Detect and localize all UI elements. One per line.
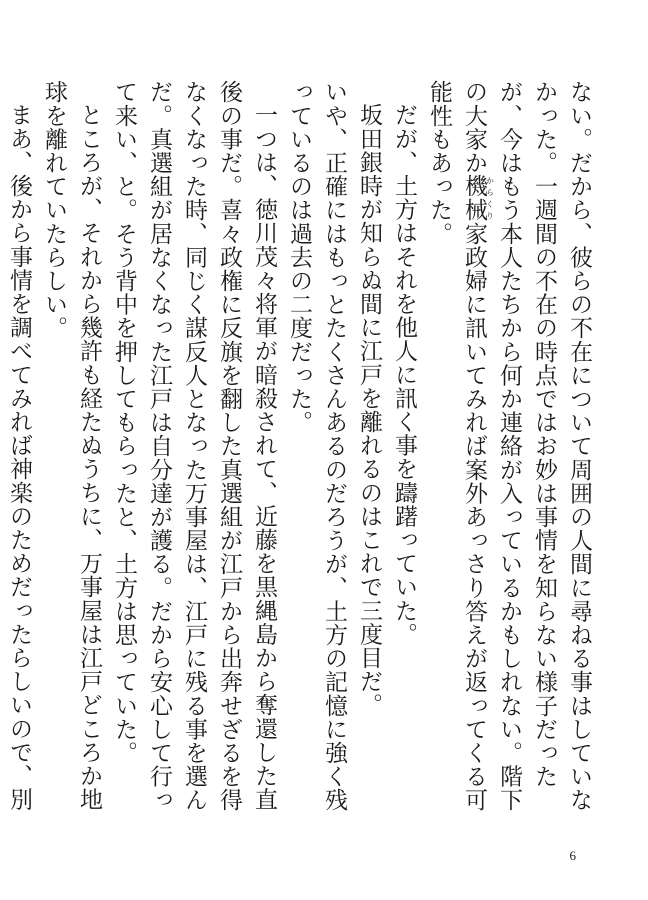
paragraph-3 [281, 80, 351, 812]
paragraph-1-text: ない。だから、彼らの不在について周囲の人間に尋ねる事はしていなかった。一週間の不在の時点ではお妙は事情を知らない様子だったが、今はもう本人たちから何か連絡が入っているかもしれない。階下の大家か [461, 80, 592, 812]
ruby-word [461, 174, 495, 222]
paragraph-3-text: いや、正確にはもっとたくさんあるのだろうが、土方の記憶に強く残っているのは過去の二度だった。 [286, 80, 347, 812]
paragraph-6-text: まあ、後から事情を調べてみれば神楽のためだったらしいので、別 [6, 103, 32, 811]
paragraph-5 [36, 80, 106, 812]
paragraph-6 [0, 80, 36, 812]
paragraph-1-after-ruby: 家政婦に訊いてみれば案外あっさり答えが返ってくる可能性もあった。 [426, 80, 487, 812]
page-number: 6 [569, 848, 576, 863]
paragraph-4-text: 一つは、徳川茂々将軍が暗殺されて、近藤を黒縄島から奪還した直後の事だ。喜々政権に反旗を翻した真選組が江戸から出奔せざるを得なくなった時、同じく謀反人となった万事屋は、江戸に残る事を選んだ。真選組が居なくなった江戸は自分達が護る。だから安心して行って来い、と。そう背中を押してもらったと、土方は思っていた。 [111, 80, 277, 812]
vertical-text-body [6, 80, 596, 812]
ruby-base: 機械 [461, 174, 487, 222]
paragraph-1 [421, 80, 596, 812]
paragraph-4 [106, 80, 281, 812]
paragraph-2-text: 坂田銀時が知らぬ間に江戸を離れるのはこれで三度目だ。 [356, 103, 382, 717]
paragraph-5-text: ところが、それから幾許も経たぬうちに、万事屋は江戸どころか地球を離れていたらしい。 [41, 80, 102, 811]
paragraph-1-tail-text: だが、土方はそれを他人に訊く事を躊躇っていた。 [391, 103, 417, 646]
paragraph-2 [351, 80, 386, 812]
paragraph-1-tail [386, 80, 421, 812]
ruby-reading: からくり [485, 174, 495, 222]
